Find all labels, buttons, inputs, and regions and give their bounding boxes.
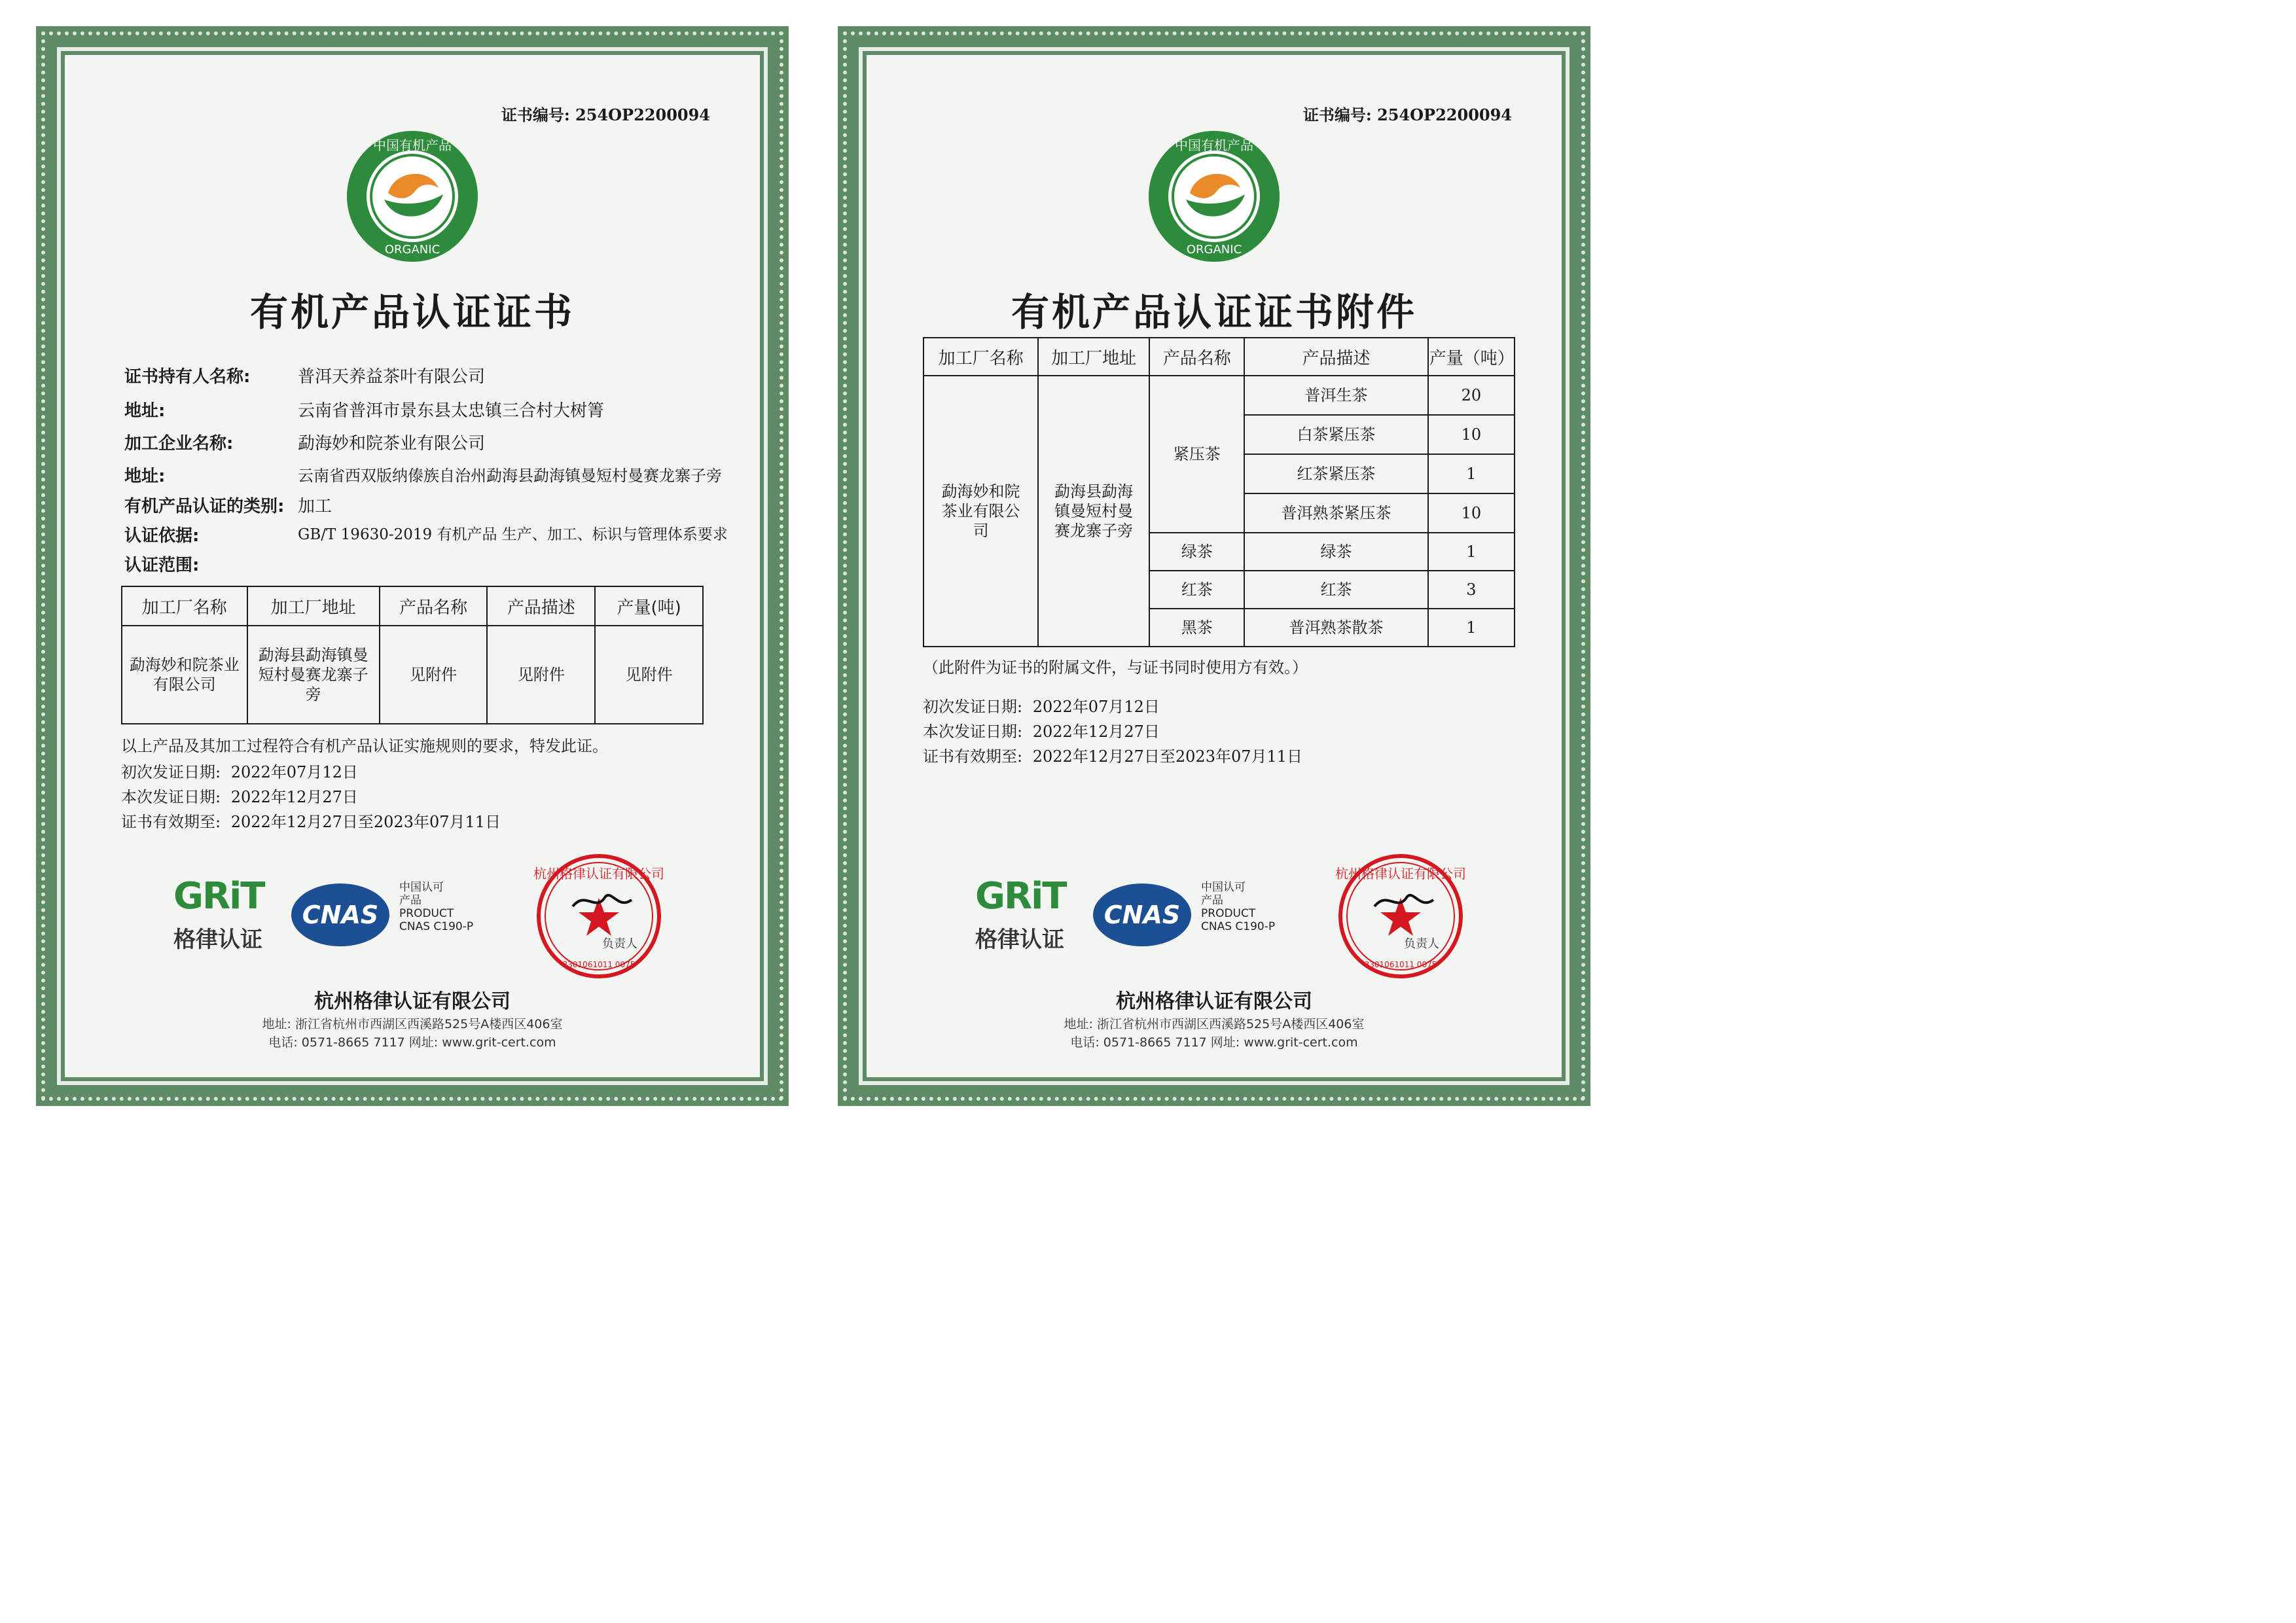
info-scope (124, 552, 199, 576)
grit-logo (975, 877, 1080, 954)
grit-logo (173, 877, 278, 954)
cell-product-desc: 绿茶 (1244, 533, 1427, 571)
info-label: 地址: (124, 401, 166, 421)
date-value: 2022年07月12日 (1032, 698, 1160, 716)
cell-product-name: 黑茶 (1149, 609, 1244, 647)
date-value: 2022年12月27日 (1032, 722, 1160, 741)
cell-product-name: 见附件 (380, 626, 488, 724)
col-factory-name: 加工厂名称 (924, 338, 1038, 376)
info-holder-address (124, 397, 605, 421)
col-product-name: 产品名称 (380, 586, 488, 626)
col-factory-address: 加工厂地址 (1038, 338, 1149, 376)
certificate-number: 证书编号: 254OP2200094 (1302, 105, 1512, 124)
grit-mark: GRiT (975, 875, 1066, 918)
seal-ring-text: 杭州格律认证有限公司 (533, 866, 664, 882)
certificate-inner (884, 72, 1545, 1060)
cell-quantity: 1 (1428, 454, 1515, 493)
cell-product-desc: 红茶紧压茶 (1244, 454, 1427, 493)
info-label: 认证范围: (124, 556, 200, 575)
scope-table (121, 586, 704, 724)
info-value: GB/T 19630-2019 有机产品 生产、加工、标识与管理体系要求 (298, 526, 728, 543)
logos-row (82, 864, 743, 969)
col-product-desc: 产品描述 (1244, 338, 1427, 376)
info-category (124, 493, 332, 517)
date-first-issue (923, 694, 1160, 717)
info-basis (124, 522, 728, 546)
date-first-issue (121, 759, 358, 782)
cell-quantity: 1 (1428, 609, 1515, 647)
organic-logo (344, 128, 481, 265)
date-value: 2022年12月27日至2023年07月11日 (230, 813, 501, 831)
company-seal (533, 851, 664, 982)
cell-product-desc: 普洱生茶 (1244, 376, 1427, 415)
date-label: 初次发证日期: (121, 763, 221, 781)
issuer-contact: 电话: 0571-8665 7117 网址: www.grit-cert.com (1070, 1035, 1358, 1050)
grit-name: 格律认证 (975, 927, 1064, 953)
info-label: 证书持有人名称: (124, 367, 251, 387)
cell-quantity: 3 (1428, 571, 1515, 609)
scope-table-header (122, 586, 703, 626)
info-value: 普洱天养益茶叶有限公司 (298, 367, 486, 387)
cnas-badge: CNAS (1093, 883, 1191, 946)
certificate-title: 有机产品认证证书附件 (1011, 290, 1417, 334)
table-row (924, 376, 1515, 415)
cell-factory-name: 勐海妙和院茶业有限公司 (924, 376, 1038, 647)
logo-bottom-text: ORGANIC (384, 243, 440, 257)
info-holder-name (124, 363, 486, 387)
certificate-inner (82, 72, 743, 1060)
info-label: 加工企业名称: (124, 434, 234, 454)
cell-product-desc: 见附件 (487, 626, 595, 724)
info-label: 地址: (124, 467, 166, 486)
annex-table (923, 337, 1515, 647)
cell-product-desc: 普洱熟茶紧压茶 (1244, 493, 1427, 533)
col-quantity: 产量（吨） (1428, 338, 1515, 376)
cell-product-name: 绿茶 (1149, 533, 1244, 571)
issuer-contact: 电话: 0571-8665 7117 网址: www.grit-cert.com (268, 1035, 556, 1050)
logos-row (884, 864, 1545, 969)
certificate-left (36, 26, 789, 1106)
cell-factory-address: 勐海县勐海镇曼短村曼赛龙寨子旁 (247, 626, 380, 724)
info-processor-address (124, 463, 722, 487)
seal-number: 3301061011 0075 (562, 960, 636, 969)
issuer-address: 地址: 浙江省杭州市西湖区西溪路525号A楼西区406室 (262, 1017, 563, 1031)
cell-product-desc: 白茶紧压茶 (1244, 415, 1427, 454)
info-label: 有机产品认证的类别: (124, 497, 285, 516)
date-value: 2022年12月27日至2023年07月11日 (1032, 747, 1303, 766)
certificate-title: 有机产品认证证书 (249, 290, 575, 334)
cell-product-name: 紧压茶 (1149, 376, 1244, 533)
cell-product-desc: 普洱熟茶散茶 (1244, 609, 1427, 647)
info-value: 云南省普洱市景东县太忠镇三合村大树箐 (298, 401, 605, 421)
date-current-issue (923, 719, 1160, 741)
seal-ring-text: 杭州格律认证有限公司 (1335, 866, 1466, 882)
date-value: 2022年12月27日 (230, 788, 358, 806)
col-factory-address: 加工厂地址 (247, 586, 380, 626)
info-label: 认证依据: (124, 526, 200, 546)
cnas-text: 中国认可 产品 PRODUCT CNAS C190-P (1201, 881, 1276, 933)
issuer-company: 杭州格律认证有限公司 (1116, 990, 1312, 1013)
grit-mark: GRiT (173, 875, 264, 918)
info-value: 云南省西双版纳傣族自治州勐海县勐海镇曼短村曼赛龙寨子旁 (298, 467, 722, 485)
date-current-issue (121, 784, 358, 807)
cell-factory-name: 勐海妙和院茶业有限公司 (122, 626, 247, 724)
col-factory-name: 加工厂名称 (122, 586, 247, 626)
col-product-desc: 产品描述 (487, 586, 595, 626)
certificate-annex (838, 26, 1590, 1106)
organic-logo (1145, 128, 1283, 265)
logo-top-text: 中国有机产品 (373, 137, 452, 153)
col-product-name: 产品名称 (1149, 338, 1244, 376)
table-row (122, 626, 703, 724)
cell-product-name: 红茶 (1149, 571, 1244, 609)
info-value: 加工 (298, 497, 332, 516)
cell-quantity: 见附件 (595, 626, 703, 724)
seal-signature-label: 负责人 (1404, 937, 1439, 951)
cell-quantity: 10 (1428, 415, 1515, 454)
date-label: 本次发证日期: (121, 788, 221, 806)
col-quantity: 产量(吨) (595, 586, 703, 626)
issuer-address: 地址: 浙江省杭州市西湖区西溪路525号A楼西区406室 (1064, 1017, 1365, 1031)
cnas-badge: CNAS (291, 883, 389, 946)
date-label: 证书有效期至: (923, 747, 1023, 766)
date-label: 证书有效期至: (121, 813, 221, 831)
cell-quantity: 10 (1428, 493, 1515, 533)
date-value: 2022年07月12日 (230, 763, 358, 781)
date-valid-until (121, 809, 501, 832)
cnas-logo (1093, 881, 1276, 946)
cell-product-desc: 红茶 (1244, 571, 1427, 609)
grit-name: 格律认证 (173, 927, 262, 953)
logo-bottom-text: ORGANIC (1186, 243, 1242, 257)
issuer-company: 杭州格律认证有限公司 (314, 990, 511, 1013)
certificate-number: 证书编号: 254OP2200094 (501, 105, 710, 124)
seal-signature-label: 负责人 (602, 937, 637, 951)
certification-statement: 以上产品及其加工过程符合有机产品认证实施规则的要求，特发此证。 (121, 737, 608, 755)
date-label: 本次发证日期: (923, 722, 1023, 741)
cell-quantity: 20 (1428, 376, 1515, 415)
cell-factory-address: 勐海县勐海镇曼短村曼赛龙寨子旁 (1038, 376, 1149, 647)
seal-number: 3301061011 0075 (1364, 960, 1437, 969)
date-valid-until (923, 743, 1302, 766)
logo-top-text: 中国有机产品 (1175, 137, 1253, 153)
cnas-text: 中国认可 产品 PRODUCT CNAS C190-P (399, 881, 474, 933)
company-seal (1335, 851, 1466, 982)
annex-table-header (924, 338, 1515, 376)
cnas-logo (291, 881, 474, 946)
info-value: 勐海妙和院茶业有限公司 (298, 434, 486, 454)
cell-quantity: 1 (1428, 533, 1515, 571)
annex-note: （此附件为证书的附属文件，与证书同时使用方有效。） (923, 658, 1308, 677)
date-label: 初次发证日期: (923, 698, 1023, 716)
info-processor-name (124, 430, 486, 454)
